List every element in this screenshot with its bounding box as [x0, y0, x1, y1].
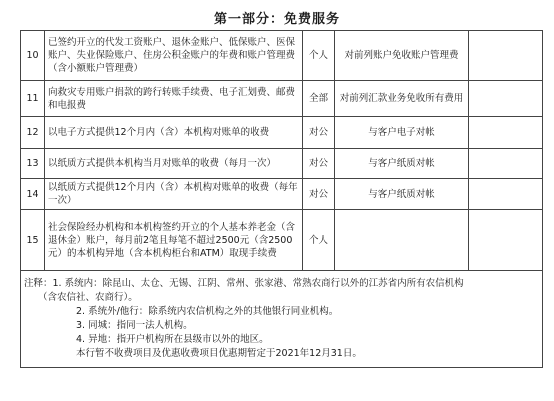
- row-object: 对公: [303, 179, 335, 210]
- fee-table: [20, 30, 543, 368]
- row-remark: [469, 179, 543, 210]
- row-fee: 对前列汇款业务免收所有费用: [335, 81, 469, 117]
- row-fee: [335, 210, 469, 271]
- notes-cell: [21, 271, 543, 368]
- row-remark: [469, 117, 543, 149]
- row-fee: 与客户纸质对帐: [335, 149, 469, 179]
- note-line-5: 本行暂不收费项目及优惠收费项目优惠期暂定于2021年12月31日。: [76, 348, 362, 359]
- table-row: [21, 149, 543, 179]
- row-remark: [469, 31, 543, 81]
- table-row: [21, 31, 543, 81]
- row-description: 社会保险经办机构和本机构签约开立的个人基本养老金（含退休金）账户，每月前2笔且每笔不超过2500元（含2500元）的本机构异地（含本机构柜台和ATM）取现手续费: [45, 210, 303, 271]
- note-line-2: 2. 系统外/他行：除系统内农信机构之外的其他银行同业机构。: [76, 306, 339, 317]
- row-number: 12: [21, 117, 45, 149]
- row-remark: [469, 81, 543, 117]
- row-fee: 对前列账户免收账户管理费: [335, 31, 469, 81]
- notes-row: [21, 271, 543, 368]
- row-number: 10: [21, 31, 45, 81]
- row-fee: 与客户纸质对帐: [335, 179, 469, 210]
- row-object: 全部: [303, 81, 335, 117]
- note-line-1: 注释：1. 系统内：除昆山、太仓、无锡、江阴、常州、张家港、常熟农商行以外的江苏省内所有农信机构: [24, 278, 464, 289]
- row-object: 对公: [303, 117, 335, 149]
- row-number: 11: [21, 81, 45, 117]
- row-number: 14: [21, 179, 45, 210]
- row-remark: [469, 210, 543, 271]
- row-number: 13: [21, 149, 45, 179]
- table-row: [21, 210, 543, 271]
- row-fee: 与客户电子对帐: [335, 117, 469, 149]
- row-remark: [469, 149, 543, 179]
- table-row: [21, 179, 543, 210]
- note-line-1b: （含农信社、农商行）。: [38, 292, 138, 303]
- row-description: 以纸质方式提供12个月内（含）本机构对账单的收费（每年一次）: [45, 179, 303, 210]
- row-description: 以纸质方式提供本机构当月对账单的收费（每月一次）: [45, 149, 303, 179]
- row-object: 个人: [303, 210, 335, 271]
- note-line-4: 4. 异地：指开户机构所在县级市以外的地区。: [76, 334, 269, 345]
- row-description: 以电子方式提供12个月内（含）本机构对账单的收费: [45, 117, 303, 149]
- row-object: 个人: [303, 31, 335, 81]
- table-row: [21, 81, 543, 117]
- page-title: 第一部分：免费服务: [213, 12, 340, 27]
- table-row: [21, 117, 543, 149]
- row-description: 已签约开立的代发工资账户、退休金账户、低保账户、医保账户、失业保险账户、住房公积金账户的年费和账户管理费（含小额账户管理费）: [45, 31, 303, 81]
- row-number: 15: [21, 210, 45, 271]
- row-description: 向救灾专用账户捐款的跨行转账手续费、电子汇划费、邮费和电报费: [45, 81, 303, 117]
- row-object: 对公: [303, 149, 335, 179]
- note-line-3: 3. 同城：指同一法人机构。: [76, 320, 193, 331]
